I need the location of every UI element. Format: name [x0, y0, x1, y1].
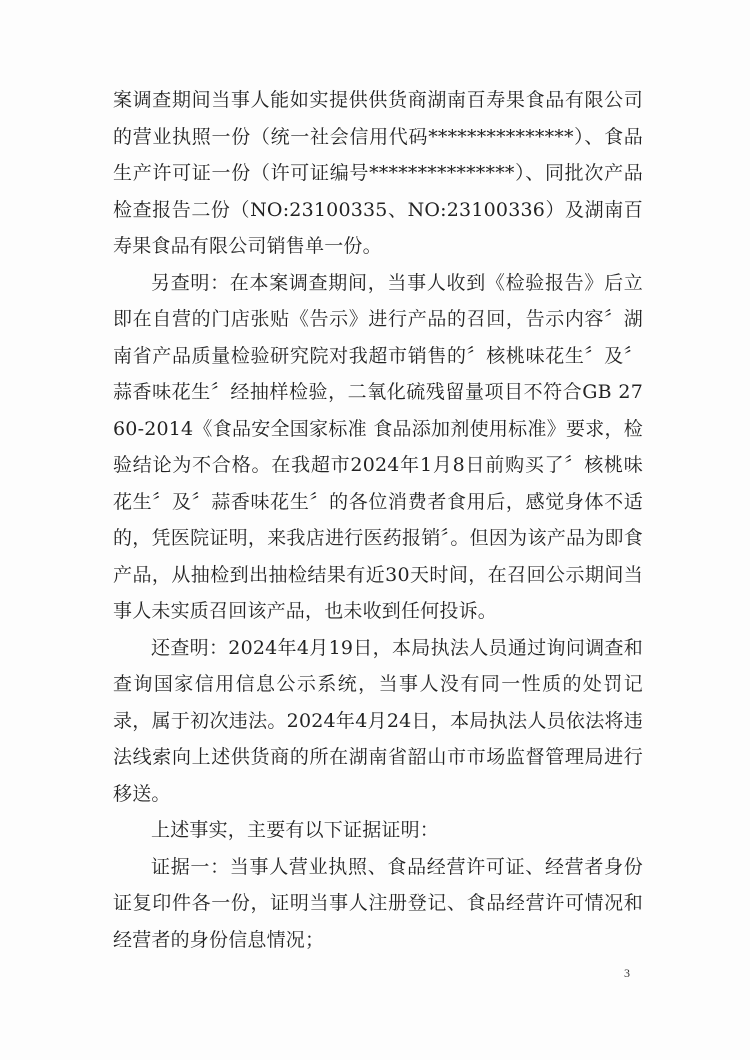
paragraph-continuation: 案调查期间当事人能如实提供供货商湖南百寿果食品有限公司的营业执照一份（统一社会信用代码***************）、食品生产许可证一份（许可证编号***************）、同批次产品检查报告二份（NO:23100335、NO:23100336）及湖南百寿果食品有限公司销售单一份。	[113, 89, 643, 257]
page-number: 3	[624, 966, 630, 980]
paragraph-further-finding: 另查明：在本案调查期间，当事人收到《检验报告》后立即在自营的门店张贴《告示》进行产品的召回，告示内容〞湖南省产品质量检验研究院对我超市销售的〞核桃味花生〞及〞蒜香味花生〞经抽样检验，二氧化硫残留量项目不符合GB 2760-2014《食品安全国家标准 食品添加剂使用标准》要求，检验结论为不合格。在我超市2024年1月8日前购买了〞核桃味花生〞及〞蒜香味花生〞的各位消费者食用后，感觉身体不适的，凭医院证明，来我店进行医药报销〞。但因为该产品为即食产品，从抽检到出抽检结果有近30天时间，在召回公示期间当事人未实质召回该产品，也未收到任何投诉。	[113, 271, 643, 622]
paragraph-evidence-one: 证据一：当事人营业执照、食品经营许可证、经营者身份证复印件各一份，证明当事人注册登记、食品经营许可情况和经营者的身份信息情况；	[113, 855, 643, 951]
body-text	[113, 82, 643, 958]
paragraph-additional-finding: 还查明：2024年4月19日，本局执法人员通过询问调查和查询国家信用信息公示系统，当事人没有同一性质的处罚记录，属于初次违法。2024年4月24日，本局执法人员依法将违法线索向上述供货商的所在湖南省韶山市市场监督管理局进行移送。	[113, 636, 643, 805]
paragraph-evidence-intro: 上述事实，主要有以下证据证明：	[151, 819, 440, 841]
